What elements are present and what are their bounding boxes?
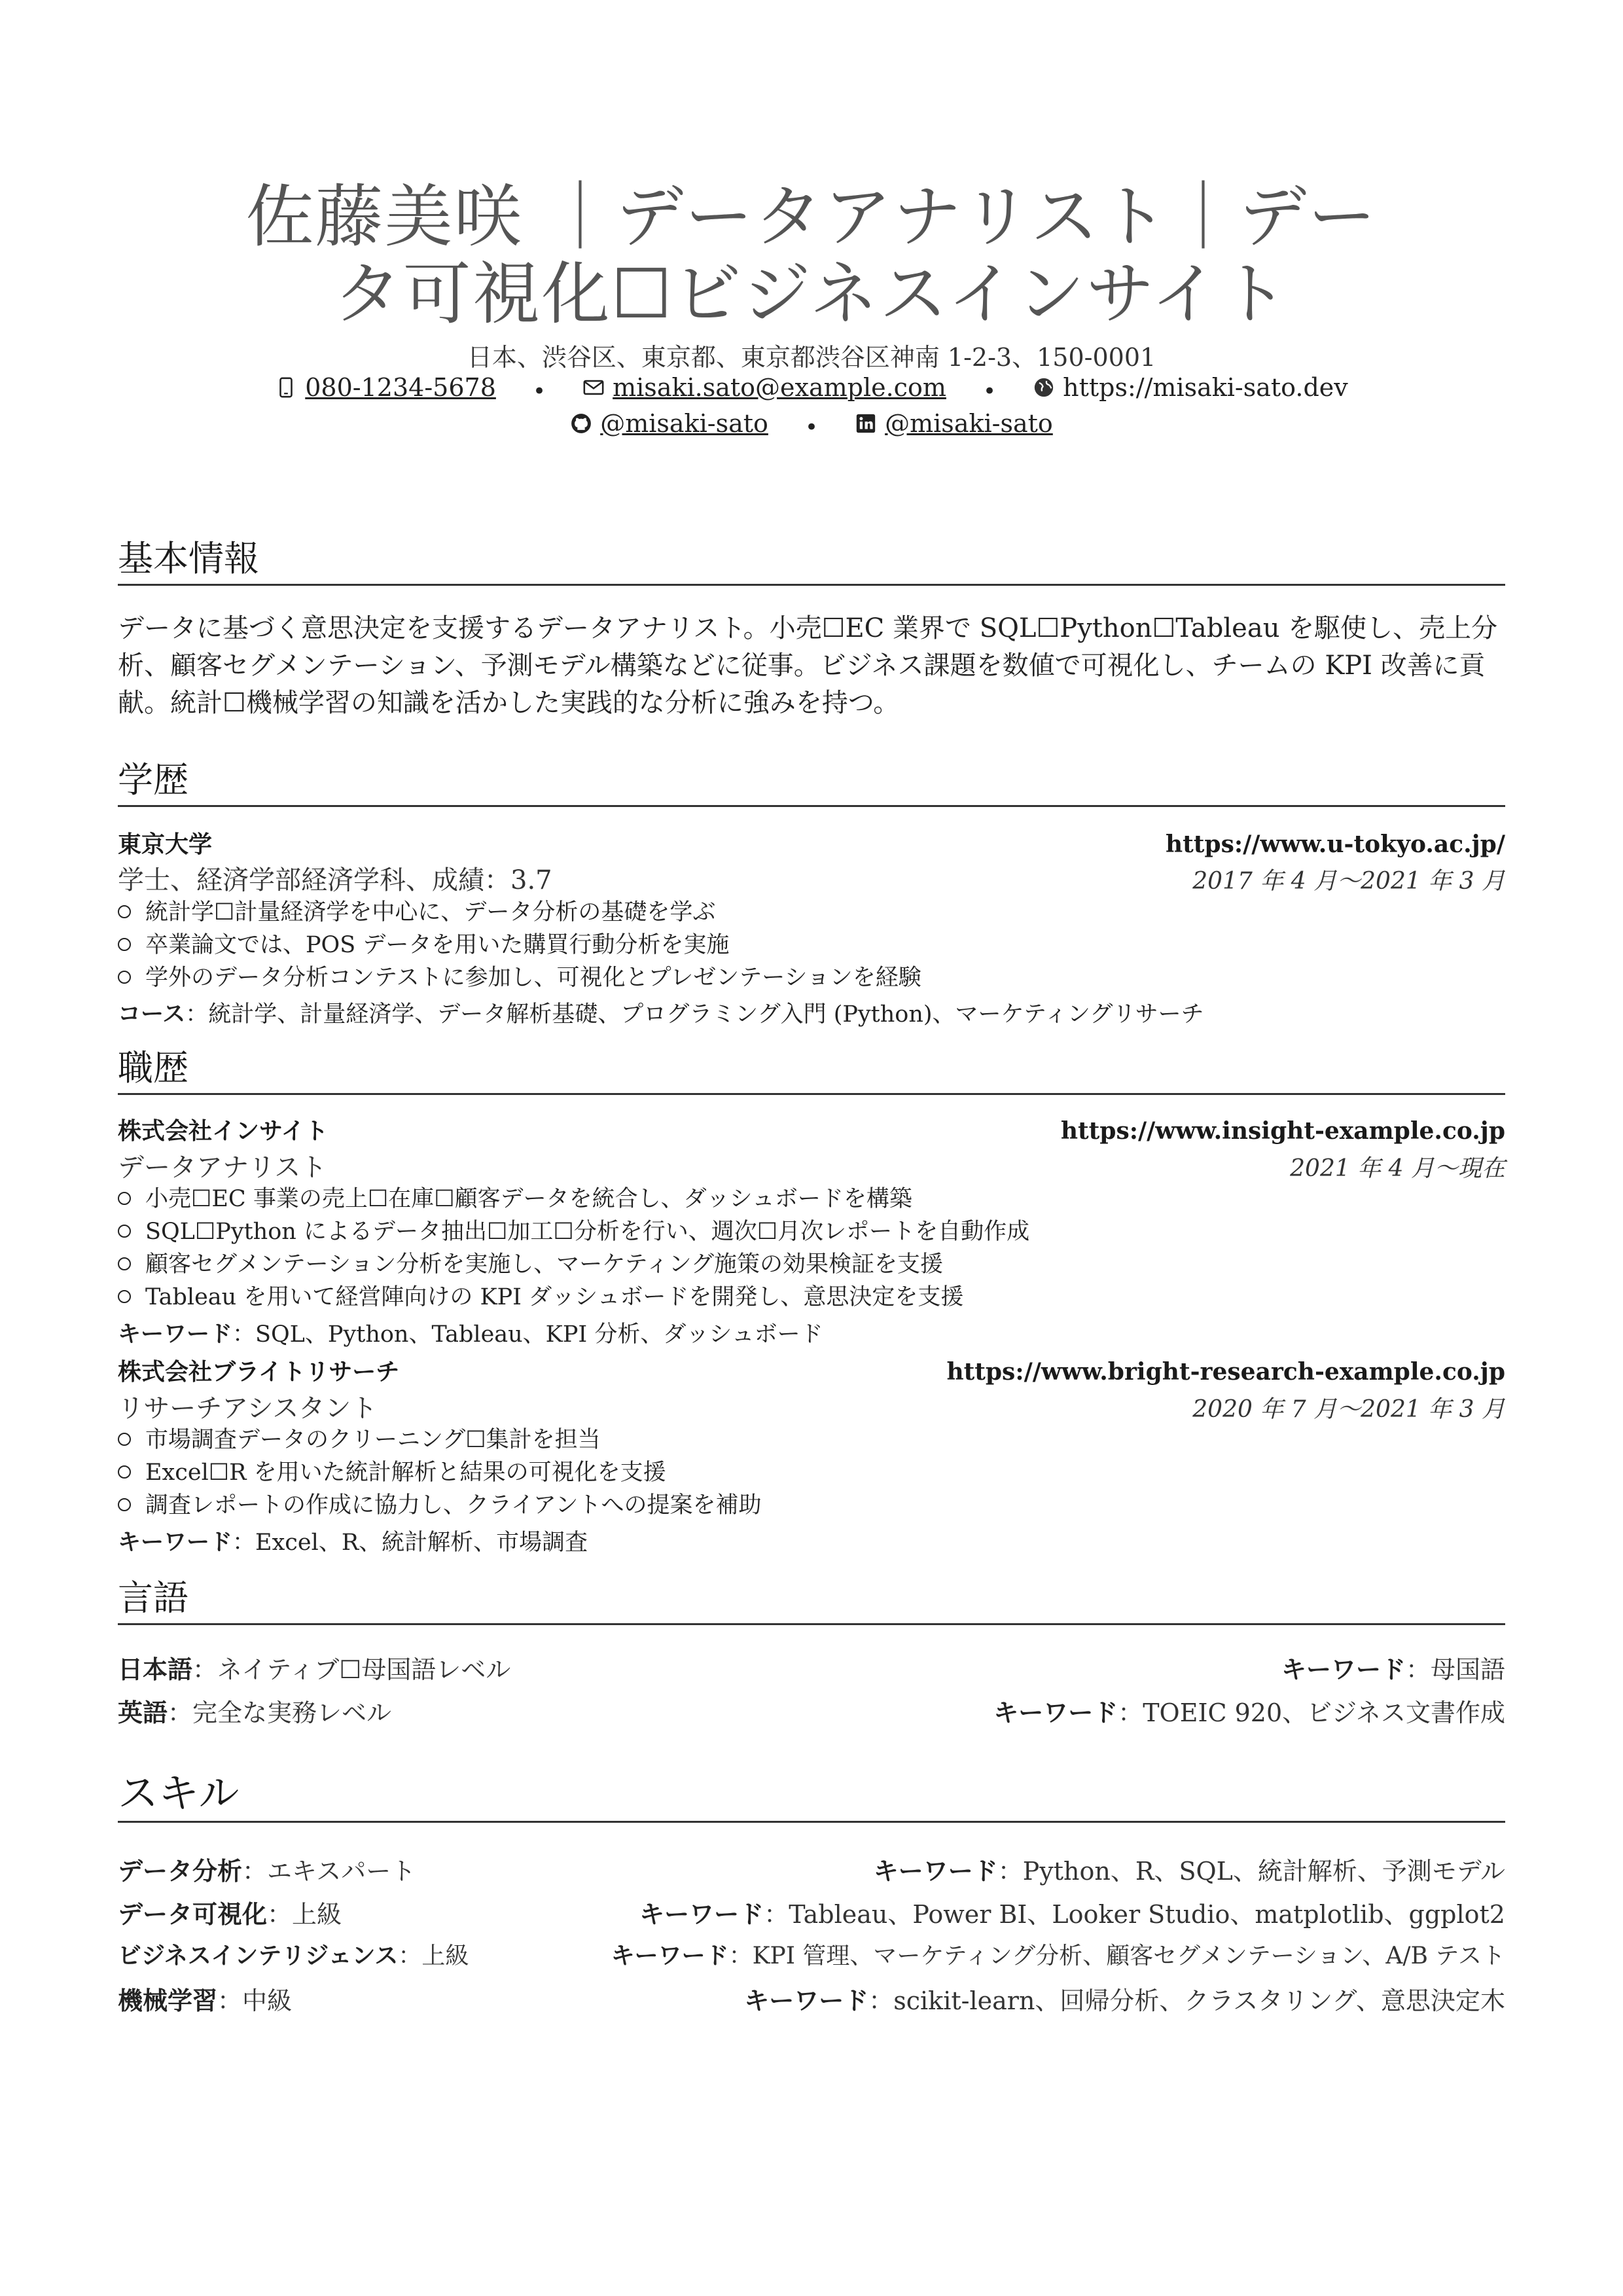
separator-dot: • xyxy=(982,378,997,404)
title-line-1: 佐藤美咲 ｜データアナリスト｜デー xyxy=(245,177,1378,257)
education-subheader xyxy=(118,859,1505,897)
job-dates: 2020 年 7 月〜2021 年 3 月 xyxy=(1192,1396,1505,1423)
keywords-label: キーワード xyxy=(993,1698,1118,1727)
address: 日本、渋谷区、東京都、東京都渋谷区神南 1-2-3、150-0001 xyxy=(467,343,1156,372)
language-level: ：完全な実務レベル xyxy=(168,1698,392,1727)
separator-dot: • xyxy=(532,378,546,404)
skill-name: データ可視化 xyxy=(118,1900,268,1929)
bullet-circle-icon xyxy=(118,1498,131,1511)
keywords-value: ：KPI 管理、マーケティング分析、顧客セグメンテーション、A/B テスト xyxy=(728,1943,1505,1969)
phone-icon xyxy=(275,376,297,399)
skill-row xyxy=(118,1851,1505,1887)
job-subheader xyxy=(118,1147,1505,1184)
job-position: リサーチアシスタント xyxy=(118,1393,378,1424)
email-link[interactable]: misaki.sato@example.com xyxy=(613,373,946,402)
bullet-circle-icon xyxy=(118,938,131,951)
courses xyxy=(118,996,1505,1029)
language-row xyxy=(118,1693,1505,1729)
bullet-circle-icon xyxy=(118,1257,131,1270)
language-row xyxy=(118,1649,1505,1685)
list-item: Excel☐R を用いた統計解析と結果の可視化を支援 xyxy=(118,1460,1505,1486)
company-name: 株式会社インサイト xyxy=(118,1118,329,1145)
summary-line: データに基づく意思決定を支援するデータアナリスト。小売☐EC 業界で SQL☐Python☐Tableau を駆使し、売上分 xyxy=(118,613,1498,643)
list-item: 調査レポートの作成に協力し、クライアントへの提案を補助 xyxy=(118,1492,1505,1518)
keywords-value: ：TOEIC 920、ビジネス文書作成 xyxy=(1118,1698,1505,1727)
keywords-label: キーワード xyxy=(118,1530,233,1556)
section-heading-skills: スキル xyxy=(118,1770,1505,1823)
skill-level: ：上級 xyxy=(398,1943,469,1969)
degree: 学士、経済学部経済学科、成績：3.7 xyxy=(118,865,552,895)
company-url[interactable]: https://www.insight-example.co.jp xyxy=(1060,1117,1505,1145)
resume-title xyxy=(118,178,1505,332)
section-heading-experience: 職歴 xyxy=(118,1047,1505,1095)
globe-icon xyxy=(1033,376,1055,399)
list-item: 市場調査データのクリーニング☐集計を担当 xyxy=(118,1427,1505,1453)
job-dates: 2021 年 4 月〜現在 xyxy=(1290,1155,1505,1182)
job-keywords xyxy=(118,1524,1505,1557)
company-name: 株式会社ブライトリサーチ xyxy=(118,1359,400,1386)
bullet-circle-icon xyxy=(118,1192,131,1205)
github-icon xyxy=(570,412,592,435)
keywords-value: ：SQL、Python、Tableau、KPI 分析、ダッシュボード xyxy=(232,1321,823,1348)
bullet-circle-icon xyxy=(118,1290,131,1303)
courses-value: ：統計学、計量経済学、データ解析基礎、プログラミング入門 (Python)、マーケティングリサーチ xyxy=(185,1001,1204,1028)
skill-name: データ分析 xyxy=(118,1857,243,1886)
keywords-value: ：scikit-learn、回帰分析、クラスタリング、意思決定木 xyxy=(868,1986,1505,2015)
courses-label: コース xyxy=(118,1001,186,1028)
keywords-label: キーワード xyxy=(873,1857,998,1886)
skill-name: ビジネスインテリジェンス xyxy=(118,1943,399,1969)
website-link[interactable]: https://misaki-sato.dev xyxy=(1063,373,1348,402)
education-header xyxy=(118,826,1505,859)
language-name: 英語 xyxy=(118,1698,168,1727)
language-level: ：ネイティブ☐母国語レベル xyxy=(192,1655,511,1684)
section-heading-summary: 基本情報 xyxy=(118,538,1505,586)
linkedin-link[interactable]: @misaki-sato xyxy=(885,409,1053,438)
keywords-value: ：Python、R、SQL、統計解析、予測モデル xyxy=(997,1857,1505,1886)
list-item: 学外のデータ分析コンテストに参加し、可視化とプレゼンテーションを経験 xyxy=(118,965,1505,991)
keywords-label: キーワード xyxy=(1281,1655,1406,1684)
summary-text xyxy=(118,610,1505,722)
company-url[interactable]: https://www.bright-research-example.co.jp xyxy=(946,1358,1505,1386)
contact-row-2 xyxy=(118,409,1505,440)
keywords-value: ：母国語 xyxy=(1405,1655,1505,1684)
linkedin-item[interactable] xyxy=(855,409,1053,438)
separator-dot: • xyxy=(804,414,819,440)
job-position: データアナリスト xyxy=(118,1153,327,1183)
school-url[interactable]: https://www.u-tokyo.ac.jp/ xyxy=(1166,831,1505,858)
bullet-circle-icon xyxy=(118,1465,131,1479)
phone-link[interactable]: 080-1234-5678 xyxy=(305,373,496,402)
list-item: Tableau を用いて経営陣向けの KPI ダッシュボードを開発し、意思決定を支援 xyxy=(118,1284,1505,1310)
list-item: 卒業論文では、POS データを用いた購買行動分析を実施 xyxy=(118,932,1505,958)
skill-row xyxy=(118,1937,1505,1971)
keywords-value: ：Tableau、Power BI、Looker Studio、matplotlib、ggplot2 xyxy=(764,1900,1505,1929)
language-name: 日本語 xyxy=(118,1655,193,1684)
section-heading-languages: 言語 xyxy=(118,1577,1505,1625)
keywords-label: キーワード xyxy=(118,1321,233,1348)
keywords-value: ：Excel、R、統計解析、市場調査 xyxy=(232,1530,588,1556)
summary-line: 析、顧客セグメンテーション、予測モデル構築などに従事。ビジネス課題を数値で可視化し、チームの KPI 改善に貢 xyxy=(118,651,1486,681)
github-link[interactable]: @misaki-sato xyxy=(600,409,768,438)
job-keywords xyxy=(118,1316,1505,1349)
title-line-2: タ可視化☐ビジネスインサイト xyxy=(333,254,1290,334)
bullet-circle-icon xyxy=(118,1433,131,1446)
keywords-label: キーワード xyxy=(744,1986,869,2015)
section-heading-education: 学歴 xyxy=(118,759,1505,807)
contact-row-1 xyxy=(118,373,1505,404)
keywords-label: キーワード xyxy=(639,1900,764,1929)
list-item: 小売☐EC 事業の売上☐在庫☐顧客データを統合し、ダッシュボードを構築 xyxy=(118,1186,1505,1212)
job-header xyxy=(118,1113,1505,1146)
website-item[interactable] xyxy=(1033,373,1348,402)
keywords-label: キーワード xyxy=(611,1943,729,1969)
bullet-circle-icon xyxy=(118,905,131,918)
bullet-circle-icon xyxy=(118,1225,131,1238)
school-name: 東京大学 xyxy=(118,831,213,858)
skill-level: ：エキスパート xyxy=(242,1857,416,1886)
list-item: SQL☐Python によるデータ抽出☐加工☐分析を行い、週次☐月次レポートを自動作成 xyxy=(118,1219,1505,1245)
job-subheader xyxy=(118,1388,1505,1425)
linkedin-icon xyxy=(855,412,877,435)
summary-line: 献。統計☐機械学習の知識を活かした実践的な分析に強みを持つ。 xyxy=(118,688,900,718)
skill-level: ：上級 xyxy=(267,1900,342,1929)
skill-level: ：中級 xyxy=(217,1986,293,2015)
job-header xyxy=(118,1354,1505,1387)
phone-item[interactable] xyxy=(275,373,496,402)
github-item[interactable] xyxy=(570,409,768,438)
list-item: 統計学☐計量経済学を中心に、データ分析の基礎を学ぶ xyxy=(118,899,1505,925)
skill-row xyxy=(118,1894,1505,1930)
envelope-icon xyxy=(582,376,605,399)
skill-name: 機械学習 xyxy=(118,1986,218,2015)
education-dates: 2017 年 4 月〜2021 年 3 月 xyxy=(1192,868,1505,895)
email-item[interactable] xyxy=(582,373,946,402)
list-item: 顧客セグメンテーション分析を実施し、マーケティング施策の効果検証を支援 xyxy=(118,1251,1505,1278)
bullet-circle-icon xyxy=(118,971,131,984)
skill-row xyxy=(118,1981,1505,2017)
